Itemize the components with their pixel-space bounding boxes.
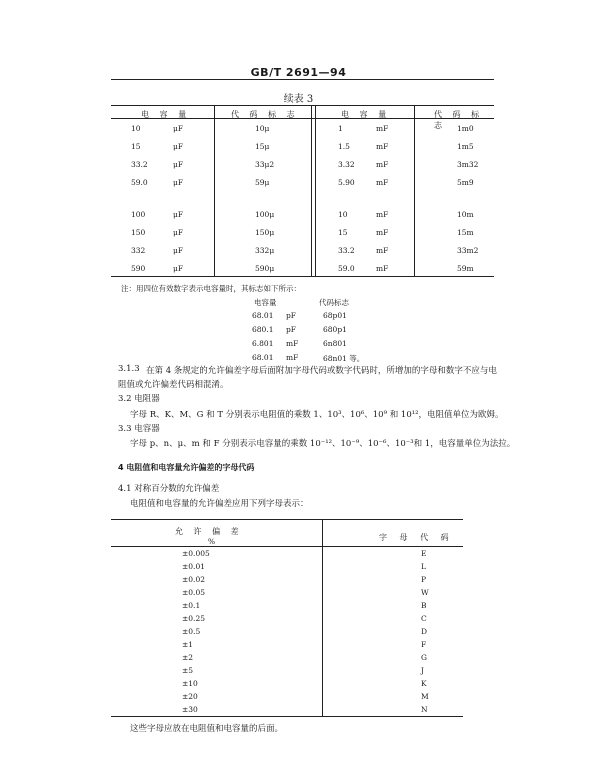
table3-bottom-rule [111, 276, 494, 277]
note-cell: 6.801 [252, 339, 274, 348]
letter-code-cell: K [421, 679, 427, 688]
table3-header-capacitance: 电 容 量 [341, 110, 391, 119]
section-4-1-text: 电阻值和电容量的允许偏差应用下列字母表示： [130, 499, 309, 509]
tolerance-cell: ±0.01 [182, 562, 205, 571]
section-3-2-text: 字母 R、K、M、G 和 T 分别表示电阻值的乘数 1、10³、10⁶、10⁹ 和 10¹²，电阻值单位为欧姆。 [130, 410, 504, 420]
note-cell: pF [286, 311, 297, 320]
table-row [111, 142, 494, 153]
table-row [111, 124, 494, 135]
table-cell: 33m2 [457, 246, 479, 255]
table-row [111, 549, 463, 562]
section-3-3-text: 字母 p、n、μ、m 和 F 分别表示电容量的乘数 10⁻¹²、10⁻⁹、10⁻⁶、10⁻³和 1，电容量单位为法拉。 [130, 439, 516, 449]
letter-code-cell: W [421, 588, 429, 597]
section-3-1-3-line1: 在第 4 条规定的允许偏差字母后面附加字母代码或数字代码时，所增加的字母和数字不应与电 [146, 366, 497, 376]
table-cell: 10 [131, 124, 141, 133]
table-cell: μF [173, 228, 184, 237]
tolerance-cell: ±0.05 [182, 588, 205, 597]
table-row [111, 640, 463, 653]
table-cell: 5m9 [457, 178, 474, 187]
letter-code-cell: P [421, 575, 427, 584]
table-cell: μF [173, 124, 184, 133]
tolerance-cell: ±1 [182, 640, 194, 649]
table-row [111, 679, 463, 692]
table-cell: 10μ [255, 124, 270, 133]
table-cell: 5.90 [338, 178, 355, 187]
table-cell: 15 [338, 228, 348, 237]
section-4-1-title: 4.1 对称百分数的允许偏差 [118, 484, 220, 494]
table-row [111, 627, 463, 640]
note-cell: 680.1 [252, 325, 274, 334]
table-row [111, 653, 463, 666]
table-cell: 332μ [255, 246, 275, 255]
letter-code-cell: N [421, 705, 428, 714]
table-cell: mF [376, 178, 389, 187]
table-row [111, 575, 463, 588]
table-row [111, 160, 494, 171]
table-cell: 10 [338, 210, 348, 219]
table4-header-letter-code: 字 母 代 码 [379, 533, 454, 542]
table-cell: μF [173, 160, 184, 169]
table-cell: mF [376, 264, 389, 273]
tolerance-cell: ±5 [182, 666, 194, 675]
table4-header-tolerance: 允 许 偏 差 [175, 527, 243, 536]
table4 [111, 519, 463, 716]
table-row [111, 705, 463, 718]
section-4-title: 4 电阻值和电容量允许偏差的字母代码 [118, 463, 255, 472]
table-cell: 59m [457, 264, 474, 273]
table-cell: 1m5 [457, 142, 474, 151]
table3-caption: 续表 3 [283, 94, 314, 105]
note-cell: 680p1 [323, 325, 347, 334]
table-row [111, 614, 463, 627]
table-cell: 590 [131, 264, 146, 273]
note-cell: pF [286, 325, 297, 334]
table-cell: 100μ [255, 210, 275, 219]
table-cell: mF [376, 228, 389, 237]
letter-code-cell: L [421, 562, 426, 571]
table3-note: 注：用四位有效数字表示电容量时，其标志如下所示： [121, 284, 301, 293]
table-cell: 3.32 [338, 160, 355, 169]
table3 [111, 105, 494, 276]
table-cell: 15m [457, 228, 474, 237]
table-row [111, 178, 494, 189]
tolerance-cell: ±0.02 [182, 575, 205, 584]
table-cell: 1 [338, 124, 343, 133]
table-cell: 590μ [255, 264, 275, 273]
table-cell: 100 [131, 210, 146, 219]
letter-code-cell: B [421, 601, 427, 610]
table-row [111, 666, 463, 679]
table-cell: 1m0 [457, 124, 474, 133]
note-cell: mF [286, 353, 299, 362]
table-cell: μF [173, 264, 184, 273]
note-cell: 68.01 [252, 353, 274, 362]
note-head-code: 代码标志 [319, 298, 349, 307]
tolerance-cell: ±0.005 [182, 549, 210, 558]
note-cell: 68n01 等。 [323, 354, 365, 363]
note-cell: mF [286, 339, 299, 348]
table-cell: 59.0 [338, 264, 355, 273]
table-cell: μF [173, 210, 184, 219]
table-row [111, 562, 463, 575]
section-3-3-title: 3.3 电容器 [118, 424, 160, 434]
table-cell: μF [173, 246, 184, 255]
table-row [111, 228, 494, 239]
letter-code-cell: G [421, 653, 427, 662]
table-row [111, 210, 494, 221]
tolerance-cell: ±10 [182, 679, 198, 688]
table-cell: 150 [131, 228, 146, 237]
letter-code-cell: M [421, 692, 429, 701]
note-head-value: 电容量 [254, 298, 277, 307]
letter-code-cell: E [421, 549, 427, 558]
table3-header-code: 代 码 标 志 [434, 110, 484, 130]
table-cell: mF [376, 124, 389, 133]
table-cell: 33μ2 [255, 160, 275, 169]
table-cell: μF [173, 178, 184, 187]
tolerance-cell: ±2 [182, 653, 194, 662]
table-cell: 3m32 [457, 160, 479, 169]
table3-header-code: 代 码 标 志 [231, 110, 299, 119]
letter-code-cell: J [421, 666, 425, 675]
table-cell: 332 [131, 246, 146, 255]
tolerance-cell: ±0.1 [182, 601, 201, 610]
table-cell: μF [173, 142, 184, 151]
table-row [111, 246, 494, 257]
closing-text: 这些字母应放在电阻值和电容量的后面。 [130, 724, 284, 734]
table-cell: 150μ [255, 228, 275, 237]
table-cell: 59μ [255, 178, 270, 187]
letter-code-cell: F [421, 640, 427, 649]
table-cell: mF [376, 160, 389, 169]
table-row [111, 601, 463, 614]
table3-header-capacitance: 电 容 量 [141, 110, 191, 119]
table-cell: 33.2 [131, 160, 148, 169]
table-row [111, 692, 463, 705]
table-cell: mF [376, 142, 389, 151]
section-3-1-3-line2: 阻值或允许偏差代码相混淆。 [118, 380, 229, 390]
standard-header: GB/T 2691—94 [250, 66, 347, 79]
section-3-1-3-number: 3.1.3 [118, 364, 140, 374]
tolerance-cell: ±0.5 [182, 627, 201, 636]
tolerance-cell: ±0.25 [182, 614, 205, 623]
table-cell: 1.5 [338, 142, 350, 151]
table-cell: 33.2 [338, 246, 355, 255]
section-3-2-title: 3.2 电阻器 [118, 394, 160, 404]
letter-code-cell: D [421, 627, 428, 636]
table-cell: 15μ [255, 142, 270, 151]
table-cell: mF [376, 210, 389, 219]
note-cell: 6n801 [323, 339, 347, 348]
note-cell: 68.01 [252, 311, 274, 320]
tolerance-cell: ±20 [182, 692, 198, 701]
table-cell: 59.0 [131, 178, 148, 187]
letter-code-cell: C [421, 614, 427, 623]
table-cell: 15 [131, 142, 141, 151]
table-row [111, 264, 494, 275]
table-cell: mF [376, 246, 389, 255]
header-rule [111, 79, 494, 80]
table4-header-unit: % [208, 537, 216, 546]
tolerance-cell: ±30 [182, 705, 198, 714]
table-cell: 10m [457, 210, 474, 219]
table-row [111, 588, 463, 601]
note-cell: 68p01 [323, 311, 347, 320]
